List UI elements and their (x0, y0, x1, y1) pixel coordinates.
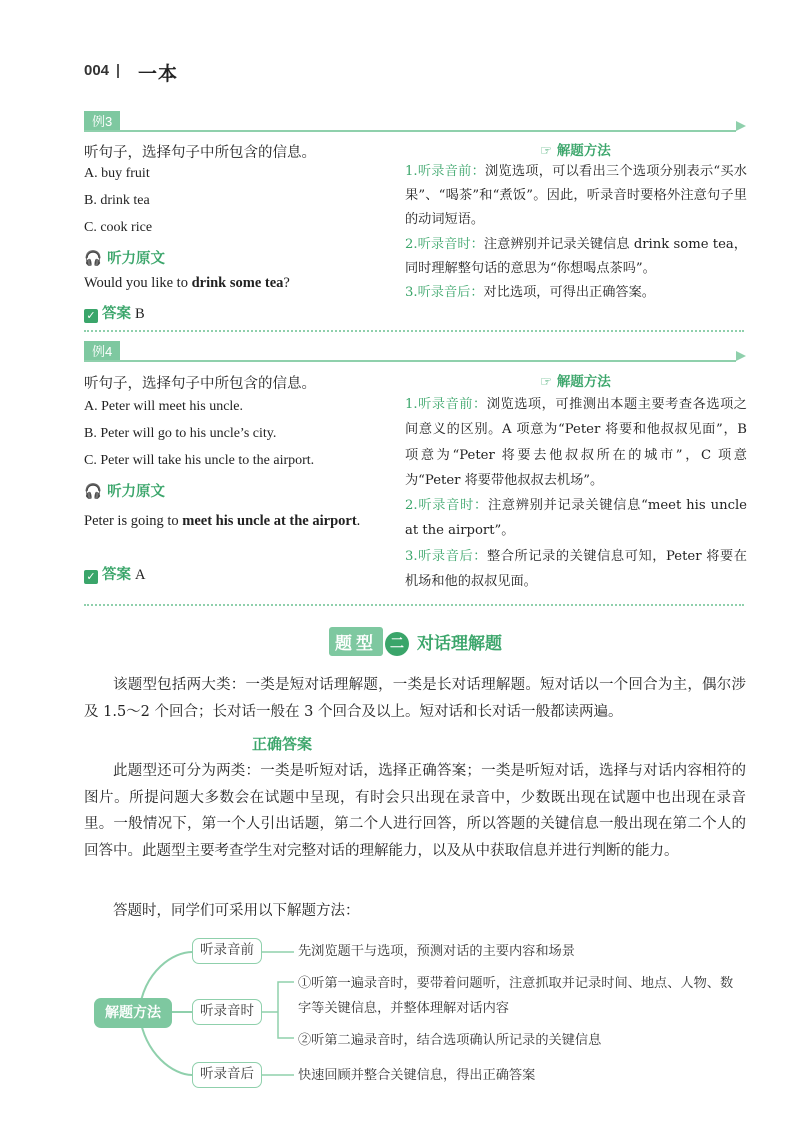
method-intro: 答题时，同学们可采用以下解题方法： (113, 903, 360, 919)
section-number: 二 (385, 632, 409, 656)
headphones-icon: 🎧 (84, 484, 103, 500)
step-item: 3.听录音后：对比选项，可得出正确答案。 (405, 285, 655, 301)
body-paragraph: 此题型还可分为两类：一类是听短对话，选择正确答案；一类是听短对话，选择与对话内容相符的图片。所提问题大多数会在试题中呈现，有时会只出现在录音中，少数既出现在试题中也出现在录音里。一般情况下，第一个人引出话题，第二个人进行回答，所以答题的关键信息一般出现在第二个人的回答中。此题型主要考查学生对完整对话的理解能力，以及从中获取信息并进行判断的能力。 (84, 763, 746, 859)
question-text: 听句子，选择句子中所包含的信息。 (84, 376, 316, 392)
mindmap-item: 先浏览题干与选项，预测对话的主要内容和场景 (298, 944, 575, 959)
example-tag: 例4 (84, 341, 120, 362)
dotted-divider (84, 330, 744, 332)
headphones-icon: 🎧 (84, 251, 103, 267)
mindmap-branch-before: 听录音前 (192, 938, 262, 964)
method-heading: ☞ 解题方法 (540, 143, 611, 159)
mindmap-item: ①听第一遍录音时，要带着问题听，注意抓取并记录时间、地点、人物、数字等关键信息，并整体理解对话内容 (298, 976, 734, 1016)
answer-value: A (135, 567, 146, 583)
rule-arrow-icon (736, 121, 746, 131)
option-a: A. Peter will meet his uncle. (84, 399, 244, 414)
listening-text: Would you like to drink some tea? (84, 275, 290, 291)
example-tag: 例3 (84, 111, 120, 132)
option-b: B. Peter will go to his uncle’s city. (84, 426, 277, 441)
page-number: 004 (84, 62, 110, 79)
mindmap-root: 解题方法 (94, 998, 172, 1028)
answer-value: B (135, 306, 145, 322)
listening-text: Peter is going to meet his uncle at the airport. (84, 513, 361, 529)
example-rule (84, 130, 736, 132)
subheading: 正确答案 (252, 735, 313, 753)
pointing-hand-icon: ☞ (540, 374, 553, 390)
option-a: A. buy fruit (84, 166, 150, 181)
brand-logo: 一本 (138, 63, 179, 85)
pointing-hand-icon: ☞ (540, 143, 553, 159)
question-text: 听句子，选择句子中所包含的信息。 (84, 145, 316, 161)
check-icon: ✓ (84, 570, 98, 584)
mindmap-branch-after: 听录音后 (192, 1062, 262, 1088)
header-divider (117, 64, 119, 78)
method-heading: ☞ 解题方法 (540, 374, 611, 390)
option-c: C. Peter will take his uncle to the airport. (84, 453, 315, 468)
example-rule (84, 360, 736, 362)
mindmap-item: ②听第二遍录音时，结合选项确认所记录的关键信息 (298, 1033, 602, 1048)
answer-line: ✓ 答案 A (84, 563, 145, 584)
dotted-divider (84, 604, 744, 606)
listening-heading: 🎧 听力原文 (84, 251, 166, 267)
option-c: C. cook rice (84, 220, 153, 235)
rule-arrow-icon (736, 351, 746, 361)
section-title: 题型 二 对话理解题 (329, 627, 502, 656)
listening-heading: 🎧 听力原文 (84, 484, 166, 500)
step-item: 3.听录音后：整合所记录的关键信息可知，Peter 将要在机场和他的叔叔见面。 (405, 548, 747, 590)
answer-line: ✓ 答案 B (84, 302, 145, 323)
step-item: 2.听录音时：注意辨别并记录关键信息 drink some tea，同时理解整句话的意思为“你想喝点茶吗”。 (405, 236, 747, 276)
section-type-box: 题型 (329, 627, 383, 656)
method-steps (405, 160, 747, 305)
intro-paragraph: 该题型包括两大类：一类是短对话理解题，一类是长对话理解题。短对话以一个回合为主，偶尔涉及 1.5～2 个回合；长对话一般在 3 个回合及以上。短对话和长对话一般都读两遍。 (84, 677, 746, 720)
mindmap-item: 快速回顾并整合关键信息，得出正确答案 (298, 1068, 536, 1083)
mindmap-branch-during: 听录音时 (192, 999, 262, 1025)
step-item: 1.听录音前：浏览选项，可以看出三个选项分别表示“买水果”、“喝茶”和“煮饭”。因此，听录音时要格外注意句子里的动词短语。 (405, 164, 747, 228)
step-item: 1.听录音前：浏览选项，可推测出本题主要考查各选项之间意义的区别。A 项意为“Peter 将要和他叔叔见面”，B 项意为“Peter 将要去他叔叔所在的城市”，C 项意为“Peter 将要带他叔叔去机场”。 (405, 397, 747, 488)
method-steps (405, 392, 747, 594)
step-item: 2.听录音时：注意辨别并记录关键信息“meet his uncle at the airport”。 (405, 498, 747, 539)
check-icon: ✓ (84, 309, 98, 323)
option-b: B. drink tea (84, 193, 150, 208)
